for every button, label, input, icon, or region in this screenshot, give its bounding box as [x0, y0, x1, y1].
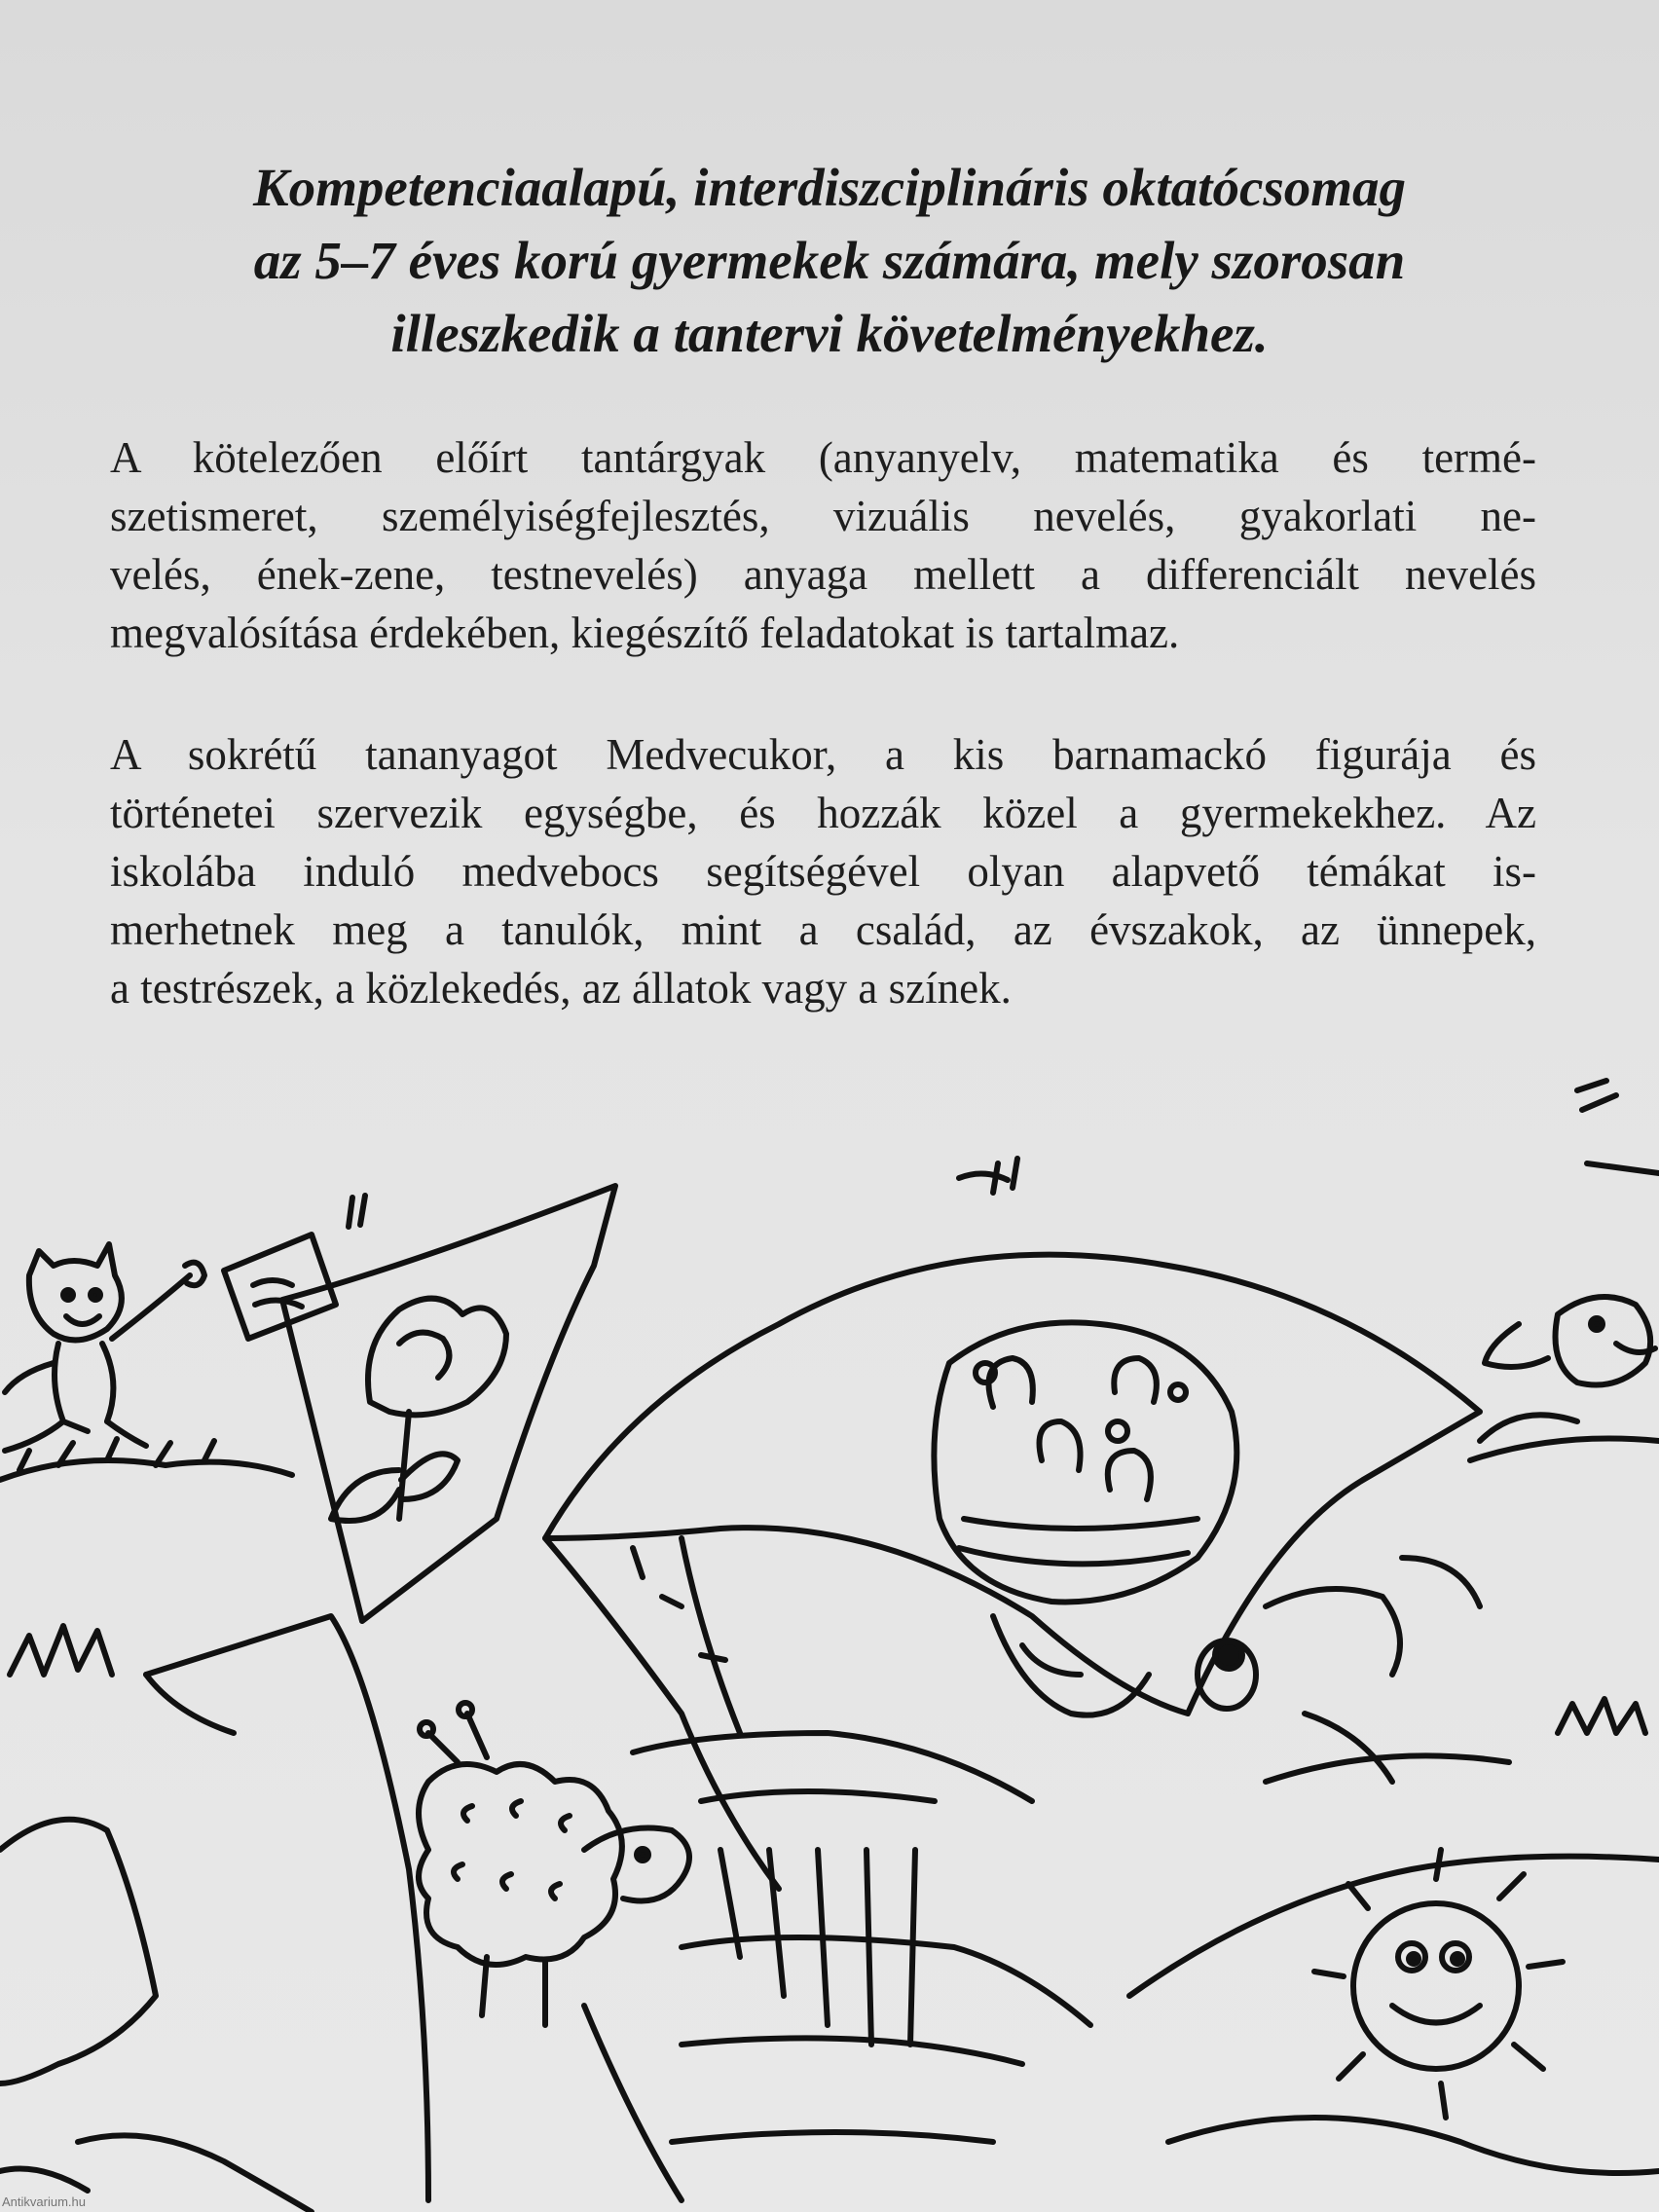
- paragraph-line: A sokrétű tananyagot Medvecukor, a kis barnamackó figurája és: [110, 730, 1536, 779]
- sun-card: [1129, 1850, 1659, 2173]
- watermark-text: Antikvarium.hu: [2, 2194, 86, 2209]
- coloring-illustration: [0, 1071, 1659, 2212]
- bird-figure: [1480, 1081, 1659, 1441]
- paragraph-line: megvalósítása érdekében, kiegészítő feladatokat is tartalmaz.: [110, 608, 1180, 657]
- title-line: Kompetenciaalapú, interdiszciplináris oktatócsomag: [252, 158, 1407, 217]
- grass-right: [1266, 1439, 1659, 1783]
- paragraph-line: a testrészek, a közlekedés, az állatok vagy a színek.: [110, 964, 1012, 1013]
- paragraph-line: merhetnek meg a tanulók, mint a család, az évszakok, az ünnepek,: [110, 905, 1536, 954]
- paragraph-line: szetismeret, személyiségfejlesztés, vizuális nevelés, gyakorlati ne-: [110, 492, 1536, 540]
- shoe: [0, 1820, 312, 2212]
- description-paragraph-2: [110, 725, 1536, 1017]
- hat-with-egg: [545, 1159, 1480, 1714]
- striped-shirt: [584, 1733, 1090, 2200]
- cat-figure: [5, 1244, 204, 1451]
- flower-card: [282, 1186, 615, 1621]
- sheep-card: [146, 1616, 689, 2200]
- paragraph-line: A kötelezően előírt tantárgyak (anyanyelv, matematika és termé-: [110, 433, 1536, 482]
- paragraph-line: történetei szervezik egységbe, és hozzák közel a gyermekekhez. Az: [110, 789, 1536, 837]
- title-line: az 5–7 éves korú gyermekek számára, mely szorosan: [253, 231, 1406, 290]
- cover-title: [78, 151, 1581, 370]
- title-line: illeszkedik a tantervi követelményekhez.: [390, 304, 1269, 363]
- paragraph-line: iskolába induló medvebocs segítségével olyan alapvető témákat is-: [110, 847, 1536, 896]
- description-paragraph-1: [110, 428, 1536, 662]
- paragraph-line: velés, ének-zene, testnevelés) anyaga mellett a differenciált nevelés: [110, 550, 1536, 599]
- flying-paper: [224, 1196, 365, 1339]
